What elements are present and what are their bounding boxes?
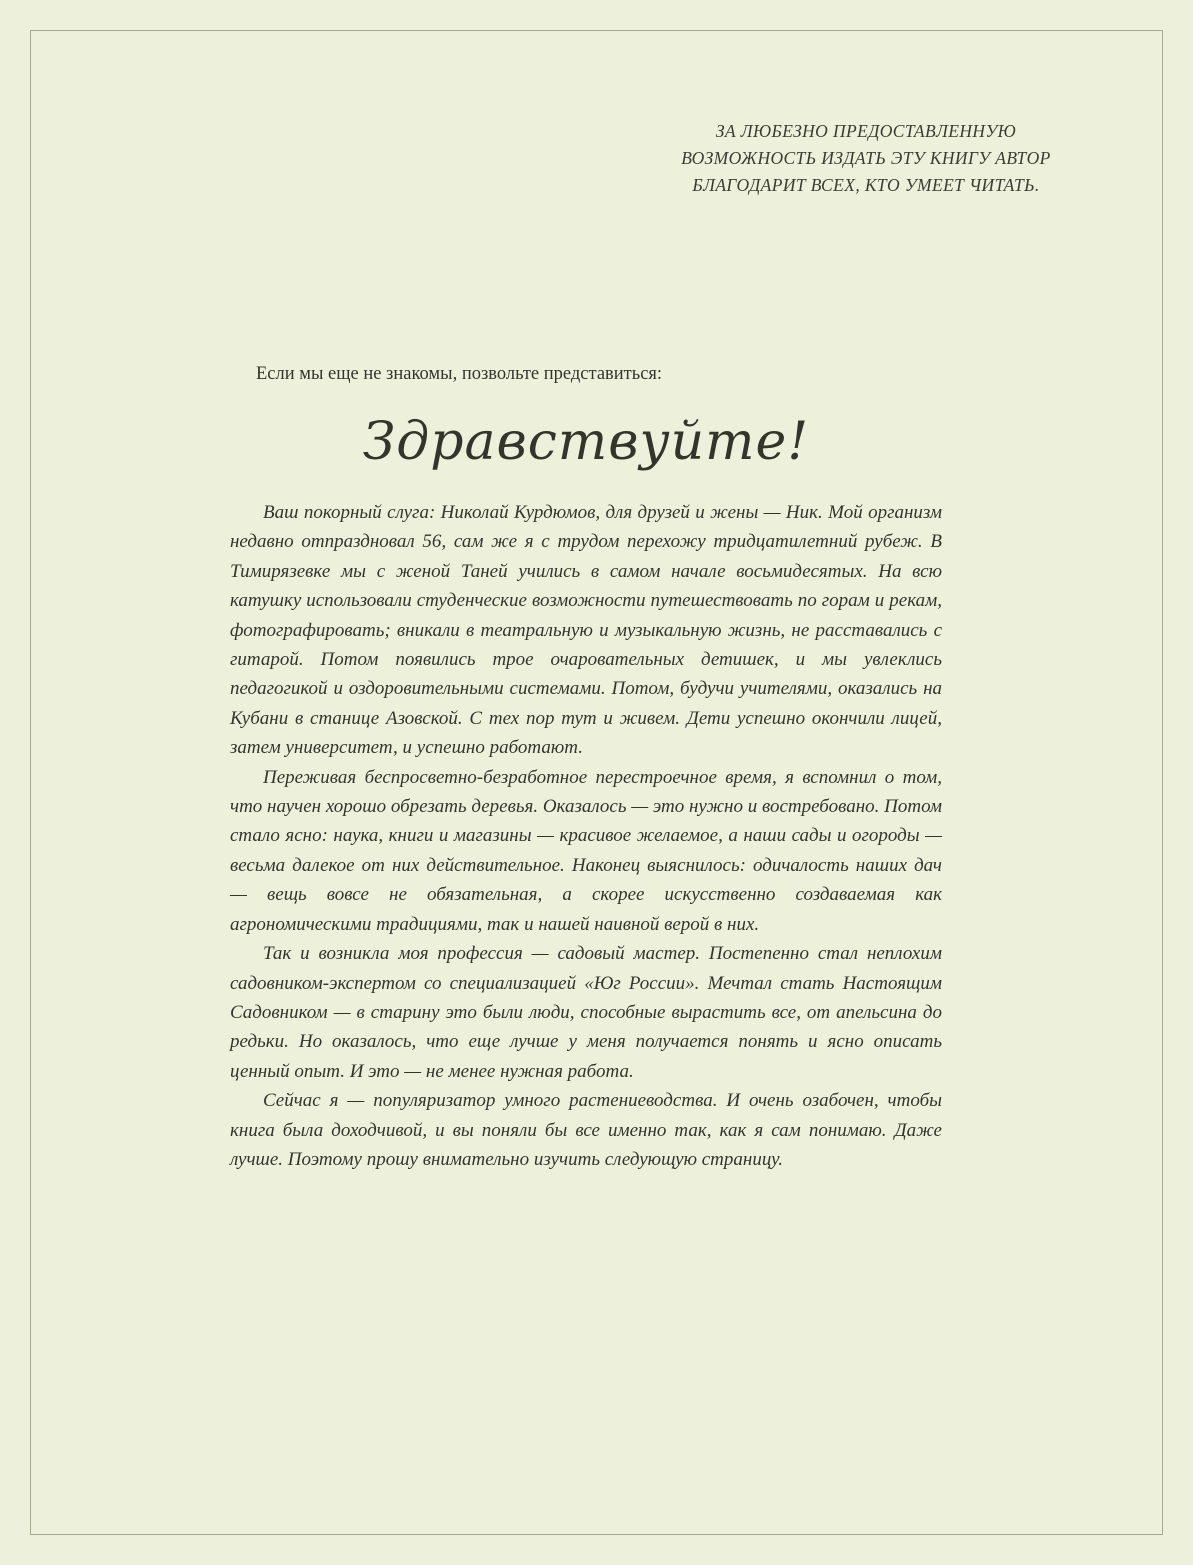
body-text (230, 498, 942, 1174)
paragraph: Сейчас я — популяризатор умного растениеводства. И очень озабочен, чтобы книга была доходчивой, и вы поняли бы все именно так, как я сам понимаю. Даже лучше. Поэтому прошу внимательно изучить следующую страницу. (230, 1090, 942, 1170)
dedication-block (631, 118, 1101, 199)
paragraph: Переживая беспросветно-безработное перестроечное время, я вспомнил о том, что научен хорошо обрезать деревья. Оказалось — это нужно и востребовано. Потом стало ясно: наука, книги и магазины — красивое желаемое, а наши сады и огороды — весьма далекое от них действительное. Наконец выяснилось: одичалость наших дач — вещь вовсе не обязательная, а скорее искусственно создаваемая как агрономическими традициями, так и нашей наивной верой в них. (230, 766, 942, 935)
intro-line: Если мы еще не знакомы, позвольте представиться: (256, 364, 663, 384)
dedication-line: ЗА ЛЮБЕЗНО ПРЕДОСТАВЛЕННУЮ (715, 121, 1017, 141)
dedication-line: ВОЗМОЖНОСТЬ ИЗДАТЬ ЭТУ КНИГУ АВТОР (681, 148, 1051, 168)
paragraph: Ваш покорный слуга: Николай Курдюмов, для друзей и жены — Ник. Мой организм недавно отпраздновал 56, сам же я с трудом перехожу тридцатилетний рубеж. В Тимирязевке мы с женой Таней учились в самом начале восьмидесятых. На всю катушку использовали студенческие возможности путешествовать по горам и рекам, фотографировать; вникали в театральную и музыкальную жизнь, не расставались с гитарой. Потом появились трое очаровательных детишек, и мы увлеклись педагогикой и оздоровительными системами. Потом, будучи учителями, оказались на Кубани в станице Азовской. С тех пор тут и живем. Дети успешно окончили лицей, затем университет, и успешно работают. (230, 502, 942, 759)
greeting-heading: Здравствуйте! (362, 412, 810, 472)
paragraph: Так и возникла моя профессия — садовый мастер. Постепенно стал неплохим садовником-экспертом со специализацией «Юг России». Мечтал стать Настоящим Садовником — в старину это были люди, способные вырастить все, от апельсина до редьки. Но оказалось, что еще лучше у меня получается понять и ясно описать ценный опыт. И это — не менее нужная работа. (230, 943, 942, 1082)
dedication-line: БЛАГОДАРИТ ВСЕХ, КТО УМЕЕТ ЧИТАТЬ. (692, 175, 1040, 195)
